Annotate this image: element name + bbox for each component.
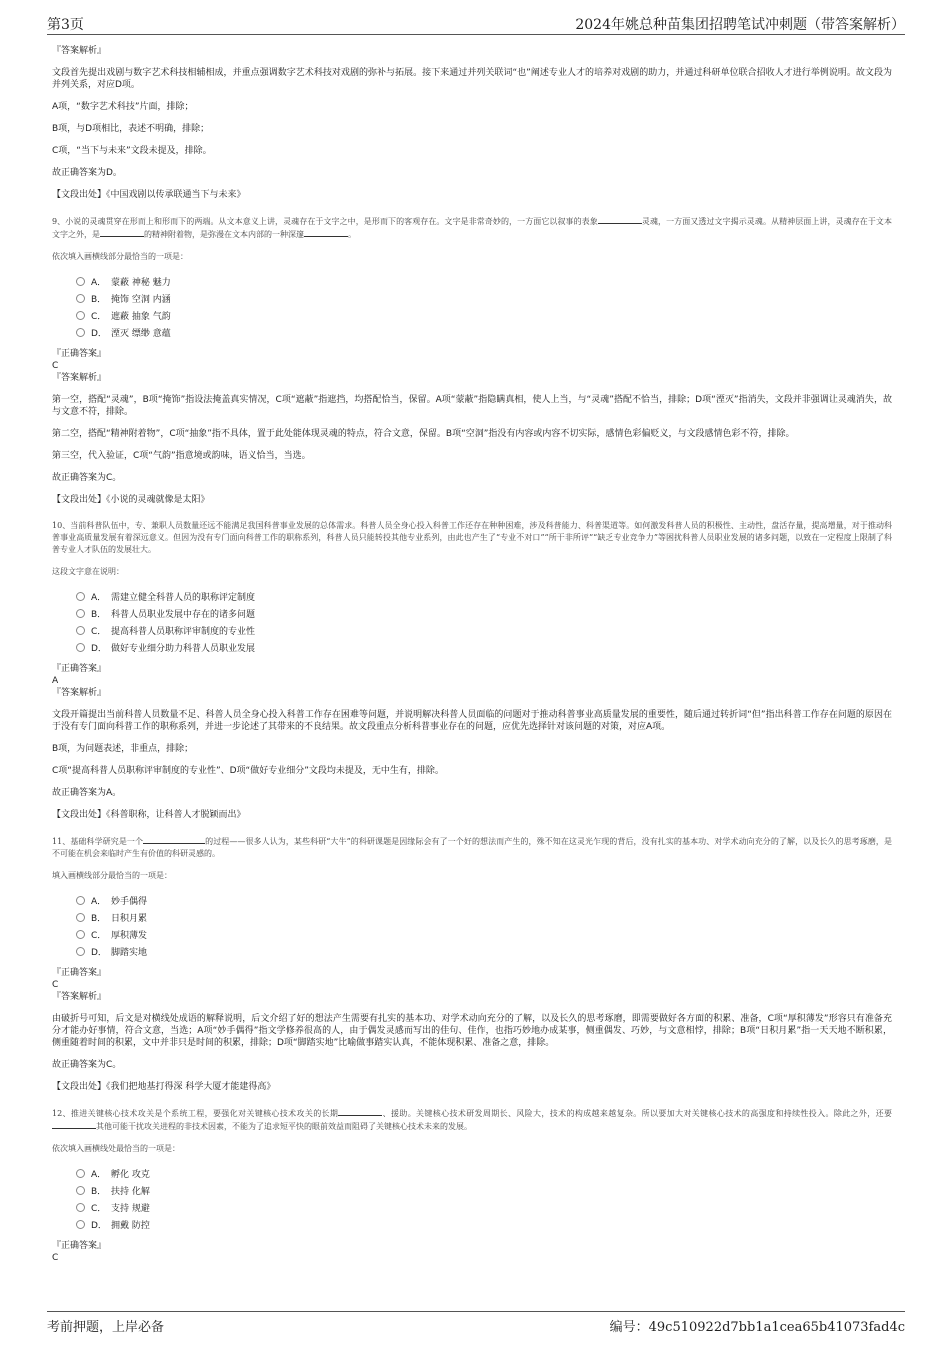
question-10-prompt: 这段文字意在说明： xyxy=(52,567,124,576)
correct-answer-label: 『正确答案』 xyxy=(52,664,107,674)
radio-button[interactable] xyxy=(76,311,85,320)
radio-button[interactable] xyxy=(76,643,85,652)
option-b[interactable]: B． 扶持 化解 xyxy=(76,1184,892,1201)
question-12-prompt: 依次填入画横线处最恰当的一项是： xyxy=(52,1144,180,1153)
document-code: 编号：49c510922d7bb1a1cea65b41073fad4c xyxy=(609,1320,905,1335)
correct-answer: C xyxy=(52,1253,59,1263)
analysis-conclusion: 故正确答案为C。 xyxy=(52,1060,122,1070)
option-a[interactable]: A． 妙手偶得 xyxy=(76,894,892,911)
radio-button[interactable] xyxy=(76,1169,85,1178)
analysis-conclusion: 故正确答案为D。 xyxy=(52,168,122,178)
page-footer xyxy=(47,1311,905,1338)
blank xyxy=(338,1107,382,1116)
question-11-options xyxy=(76,894,892,962)
option-d[interactable]: D． 拥戴 防控 xyxy=(76,1218,892,1235)
analysis-label: 『答案解析』 xyxy=(52,46,107,56)
question-10-options xyxy=(76,590,892,658)
question-12-options xyxy=(76,1167,892,1235)
content xyxy=(52,40,892,1264)
option-a[interactable]: A． 孵化 攻克 xyxy=(76,1167,892,1184)
radio-button[interactable] xyxy=(76,277,85,286)
option-d[interactable]: D． 做好专业细分助力科普人员职业发展 xyxy=(76,641,892,658)
analysis-label: 『答案解析』 xyxy=(52,992,107,1002)
analysis-paragraph: 由破折号可知，后文是对横线处成语的解释说明，后文介绍了好的想法产生需要有扎实的基本功、对学术动向充分的了解，以及长久的思考琢磨，即需要做好各方面的积累、准备，C项“厚积薄发”形容只有准备充分才能办好事情，符合文意，当选；A项“妙手偶得”指文学修养很高的人，由于偶发灵感而写出的佳句、佳作，也指巧妙地办成某事，侧重偶发、巧妙，与文意相悖，排除；B项“日积月累”指一天天地不断积累，侧重随着时间的积累，文中并非只是时间的积累，排除；D项“脚踏实地”比喻做事踏实认真，不能体现积累、准备之意，排除。 xyxy=(52,1014,892,1048)
document-title: 2024年姚总种苗集团招聘笔试冲刺题（带答案解析） xyxy=(575,17,905,33)
blank xyxy=(52,1120,96,1129)
analysis-paragraph: 文段首先提出戏剧与数字艺术科技相辅相成，并重点强调数字艺术科技对戏剧的弥补与拓展。接下来通过并列关联词“也”阐述专业人才的培养对戏剧的助力，并通过科研单位联合招收人才进行举例说明。故文段为并列关系，对应D项。 xyxy=(52,68,892,90)
option-b[interactable]: B． 科普人员职业发展中存在的诸多问题 xyxy=(76,607,892,624)
option-c[interactable]: C． 遮蔽 抽象 气韵 xyxy=(76,309,892,326)
question-11-text: 11、基础科学研究是一个 的过程——很多人认为，某些科研“大牛”的科研课题是因缘际会有了一个好的想法而产生的，殊不知在这灵光乍现的背后，没有扎实的基本功、对学术动向充分的了解，以及长久的思考琢磨，是不可能在机会来临时产生有价值的科研灵感的。 xyxy=(52,837,892,858)
option-c[interactable]: C． 提高科普人员职称评审制度的专业性 xyxy=(76,624,892,641)
radio-button[interactable] xyxy=(76,294,85,303)
correct-answer-label: 『正确答案』 xyxy=(52,968,107,978)
question-9-prompt: 依次填入画横线部分最恰当的一项是： xyxy=(52,252,188,261)
radio-button[interactable] xyxy=(76,609,85,618)
radio-button[interactable] xyxy=(76,626,85,635)
page-header xyxy=(47,12,905,35)
analysis-paragraph: C项，“当下与未来”文段未提及，排除。 xyxy=(52,146,212,156)
analysis-conclusion: 故正确答案为C。 xyxy=(52,473,122,483)
option-c[interactable]: C． 厚积薄发 xyxy=(76,928,892,945)
radio-button[interactable] xyxy=(76,896,85,905)
question-12-text: 12、推进关键核心技术攻关是个系统工程，要强化对关键核心技术攻关的长期 、援助。关键核心技术研发周期长、风险大，技术的构成越来越复杂。所以要加大对关键核心技术的高强度和持续性投入。除此之外，还要其他可能干扰攻关进程的非技术因素，不能为了追求短平快的眼前效益而阻碍了关键核心技术未来的发展。 xyxy=(52,1109,892,1131)
option-d[interactable]: D． 湮灭 缥缈 意蕴 xyxy=(76,326,892,343)
option-c[interactable]: C． 支持 规避 xyxy=(76,1201,892,1218)
analysis-paragraph: A项，“数字艺术科技”片面，排除； xyxy=(52,102,194,112)
source-line: 【文段出处】《科普职称，让科普人才脱颖而出》 xyxy=(52,810,246,820)
blank xyxy=(598,215,642,224)
analysis-paragraph: C项“提高科普人员职称评审制度的专业性”、D项“做好专业细分”文段均未提及，无中生有，排除。 xyxy=(52,766,444,776)
option-b[interactable]: B． 掩饰 空洞 内涵 xyxy=(76,292,892,309)
source-line: 【文段出处】《小说的灵魂就像是太阳》 xyxy=(52,495,210,505)
correct-answer: C xyxy=(52,980,59,990)
analysis-paragraph: 第一空，搭配“灵魂”，B项“掩饰”指设法掩盖真实情况，C项“遮蔽”指遮挡，均搭配恰当，保留。A项“蒙蔽”指隐瞒真相，使人上当，与“灵魂”搭配不恰当，排除；D项“湮灭”指消失，文段并非强调让灵魂消失，故与文意不符，排除。 xyxy=(52,395,892,417)
analysis-conclusion: 故正确答案为A。 xyxy=(52,788,122,798)
option-b[interactable]: B． 日积月累 xyxy=(76,911,892,928)
radio-button[interactable] xyxy=(76,1203,85,1212)
footer-slogan: 考前押题，上岸必备 xyxy=(47,1320,165,1335)
radio-button[interactable] xyxy=(76,913,85,922)
radio-button[interactable] xyxy=(76,592,85,601)
radio-button[interactable] xyxy=(76,947,85,956)
radio-button[interactable] xyxy=(76,1186,85,1195)
correct-answer: A xyxy=(52,676,59,686)
page-number: 第3页 xyxy=(47,17,84,33)
analysis-label: 『答案解析』 xyxy=(52,373,107,383)
source-line: 【文段出处】《我们把地基打得深 科学大厦才能建得高》 xyxy=(52,1082,276,1092)
analysis-paragraph: 文段开篇提出当前科普人员数量不足、科普人员全身心投入科普工作存在困难等问题，并说明解决科普人员面临的问题对于推动科普事业高质量发展的重要性，随后通过转折词“但”指出科普工作存在问题的原因在于没有专门面向科普工作的职称系列，并进一步论述了其带来的不良结果。故文段重点分析科普事业存在的问题，应优先选择针对该问题的对策，对应A项。 xyxy=(52,710,892,732)
analysis-label: 『答案解析』 xyxy=(52,688,107,698)
analysis-paragraph: 第三空，代入验证，C项“气韵”指意境或韵味，语义恰当，当选。 xyxy=(52,451,311,461)
radio-button[interactable] xyxy=(76,930,85,939)
blank xyxy=(100,228,144,237)
correct-answer: C xyxy=(52,361,59,371)
question-9-options xyxy=(76,275,892,343)
correct-answer-label: 『正确答案』 xyxy=(52,349,107,359)
correct-answer-label: 『正确答案』 xyxy=(52,1241,107,1251)
option-a[interactable]: A． 蒙蔽 神秘 魅力 xyxy=(76,275,892,292)
analysis-paragraph: B项，为问题表述，非重点，排除； xyxy=(52,744,194,754)
question-11-prompt: 填入画横线部分最恰当的一项是： xyxy=(52,871,172,880)
radio-button[interactable] xyxy=(76,1220,85,1229)
blank xyxy=(304,228,348,237)
option-d[interactable]: D． 脚踏实地 xyxy=(76,945,892,962)
analysis-paragraph: 第二空，搭配“精神附着物”，C项“抽象”指不具体，置于此处能体现灵魂的特点，符合文意，保留。B项“空洞”指没有内容或内容不切实际，感情色彩偏贬义，与文段感情色彩不符，排除。 xyxy=(52,429,795,439)
source-line: 【文段出处】《中国戏剧以传承联通当下与未来》 xyxy=(52,190,246,200)
option-a[interactable]: A． 需建立健全科普人员的职称评定制度 xyxy=(76,590,892,607)
blank xyxy=(143,835,205,844)
question-10-text: 10、当前科普队伍中，专、兼职人员数量还远不能满足我国科普事业发展的总体需求。科普人员全身心投入科普工作还存在种种困难，涉及科普能力、科普渠道等。如何激发科普人员的积极性、主动性，盘活存量，提高增量，对于推动科普事业高质量发展有着深远意义。但因为没有专门面向科普工作的职称系列，科普人员只能转投其他专业系列，由此也产生了“专业不对口”“所干非所评”“缺乏专业竞争力”等困扰科普人员职业发展的诸多问题，以致在一定程度上限制了科普专业人才队伍的发展壮大。 xyxy=(52,521,892,554)
analysis-paragraph: B项，与D项相比，表述不明确，排除； xyxy=(52,124,210,134)
question-9-text: 9、小说的灵魂贯穿在形而上和形而下的两端。从文本意义上讲，灵魂存在于文字之中，是形而下的客观存在。文字是非常奇妙的，一方面它以叙事的表象 灵魂，一方面又透过文字揭示灵魂。从精神层面上讲，灵魂存在于文本文字之外，是 的精神附着物，是弥漫在文本内部的一种深邃 。 xyxy=(52,217,892,239)
radio-button[interactable] xyxy=(76,328,85,337)
